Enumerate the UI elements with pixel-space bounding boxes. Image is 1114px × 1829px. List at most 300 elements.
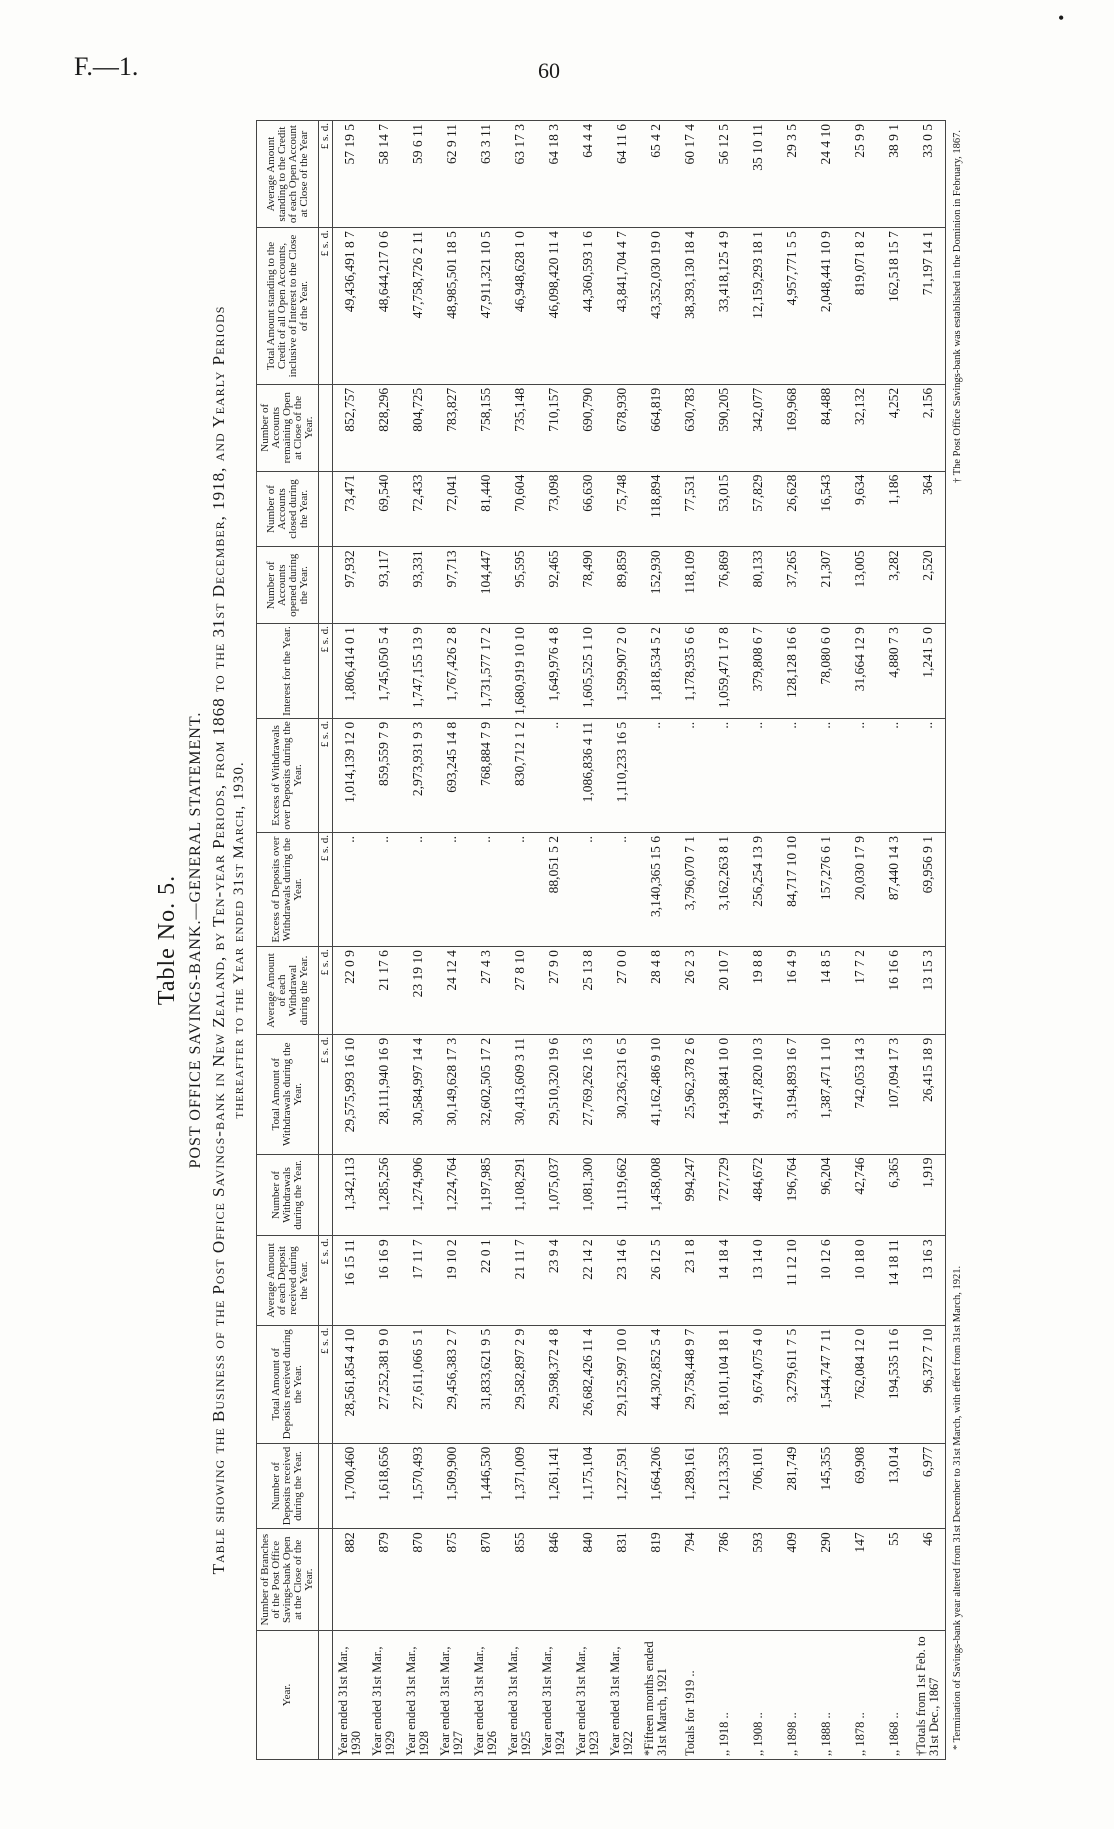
table-cell: 27 0 0: [605, 947, 639, 1035]
table-cell: 23 1 8: [673, 1236, 707, 1325]
table-cell: 43,352,030 19 0: [639, 228, 673, 385]
table-cell: 33 0 5: [911, 121, 946, 228]
row-label: Year ended 31st Mar., 1929: [367, 1631, 401, 1760]
table-cell: 157,276 6 1: [809, 833, 843, 947]
table-cell: 46,948,628 1 0: [503, 228, 537, 385]
table-cell: 758,155: [469, 384, 503, 471]
table-cell: 2,048,441 10 9: [809, 228, 843, 385]
table-cell: 1,224,764: [435, 1154, 469, 1236]
table-row: [571, 121, 605, 1760]
table-cell: 46,098,420 11 4: [537, 228, 571, 385]
unit-label: [319, 547, 333, 624]
table-cell: 693,245 14 8: [435, 718, 469, 832]
table-cell: 1,446,530: [469, 1443, 503, 1529]
table-cell: 13 15 3: [911, 947, 946, 1035]
table-cell: 1,458,008: [639, 1154, 673, 1236]
table-cell: 4,880 7 3: [877, 624, 911, 719]
table-cell: 364: [911, 471, 946, 547]
table-cell: 17 11 7: [401, 1236, 435, 1325]
table-cell: 281,749: [775, 1443, 809, 1529]
table-cell: 1,227,591: [605, 1443, 639, 1529]
table-cell: 87,440 14 3: [877, 833, 911, 947]
table-cell: 3,162,263 8 1: [707, 833, 741, 947]
table-cell: 1,747,155 13 9: [401, 624, 435, 719]
table-cell: 128,128 16 6: [775, 624, 809, 719]
table-cell: 16 16 6: [877, 947, 911, 1035]
column-header: Average Amount of each Withdrawal during the Year.: [257, 947, 319, 1035]
table-cell: 63 3 11: [469, 121, 503, 228]
table-body: [333, 121, 946, 1760]
table-cell: 13 14 0: [741, 1236, 775, 1325]
row-label: ,, 1898 ..: [775, 1631, 809, 1760]
table-cell: 1,186: [877, 471, 911, 547]
table-title-line1: Table showing the Business of the Post Office Savings-bank in New Zealand, by Ten-year Periods, from 1868 to the 31st December, 1918, and Yearly Periods: [209, 305, 228, 1575]
table-cell: 14 18 4: [707, 1236, 741, 1325]
table-cell: 342,077: [741, 384, 775, 471]
table-cell: 4,252: [877, 384, 911, 471]
table-cell: 73,471: [333, 471, 368, 547]
table-cell: 1,241 5 0: [911, 624, 946, 719]
table-cell: 38 9 1: [877, 121, 911, 228]
table-cell: ..: [537, 718, 571, 832]
table-cell: 30,413,609 3 11: [503, 1034, 537, 1154]
table-cell: 107,094 17 3: [877, 1034, 911, 1154]
table-cell: 994,247: [673, 1154, 707, 1236]
table-cell: ..: [775, 718, 809, 832]
page-number: 60: [538, 58, 560, 83]
table-cell: ..: [809, 718, 843, 832]
units-row: [319, 121, 333, 1760]
table-cell: 145,355: [809, 1443, 843, 1529]
table-cell: 1,197,985: [469, 1154, 503, 1236]
table-cell: 32,602,505 17 2: [469, 1034, 503, 1154]
column-header: Excess of Deposits over Withdrawals during the Year.: [257, 833, 319, 947]
table-cell: 84,717 10 10: [775, 833, 809, 947]
table-cell: 21 17 6: [367, 947, 401, 1035]
table-cell: 21,307: [809, 547, 843, 624]
table-cell: 56 12 5: [707, 121, 741, 228]
table-cell: 28 4 8: [639, 947, 673, 1035]
table-cell: 29 3 5: [775, 121, 809, 228]
table-cell: 1,289,161: [673, 1443, 707, 1529]
table-cell: 1,649,976 4 8: [537, 624, 571, 719]
table-cell: 194,535 11 6: [877, 1325, 911, 1443]
table-cell: 47,911,321 10 5: [469, 228, 503, 385]
table-cell: 92,465: [537, 547, 571, 624]
table-cell: 17 7 2: [843, 947, 877, 1035]
table-cell: ..: [401, 833, 435, 947]
table-cell: 118,109: [673, 547, 707, 624]
dot-mark: •: [1058, 8, 1065, 28]
table-cell: 25 13 8: [571, 947, 605, 1035]
table-cell: 831: [605, 1529, 639, 1631]
row-label: Year ended 31st Mar., 1927: [435, 1631, 469, 1760]
table-cell: 162,518 15 7: [877, 228, 911, 385]
table-cell: 22 0 9: [333, 947, 368, 1035]
table-cell: 81,440: [469, 471, 503, 547]
table-cell: 1,919: [911, 1154, 946, 1236]
table-cell: 80,133: [741, 547, 775, 624]
footnotes: [952, 120, 963, 1760]
table-row: [741, 121, 775, 1760]
table-cell: 852,757: [333, 384, 368, 471]
table-cell: 23 19 10: [401, 947, 435, 1035]
column-header: Number of Accounts remaining Open at Close of the Year.: [257, 384, 319, 471]
table-cell: 64 18 3: [537, 121, 571, 228]
table-cell: 23 14 6: [605, 1236, 639, 1325]
column-header: Excess of Withdrawals over Deposits during the Year.: [257, 718, 319, 832]
table-cell: 875: [435, 1529, 469, 1631]
table-cell: 290: [809, 1529, 843, 1631]
table-cell: 69,540: [367, 471, 401, 547]
table-cell: 879: [367, 1529, 401, 1631]
table-cell: 2,520: [911, 547, 946, 624]
column-header: Year.: [257, 1631, 319, 1760]
table-cell: 75,748: [605, 471, 639, 547]
table-cell: 31,833,621 9 5: [469, 1325, 503, 1443]
table-cell: 1,605,525 1 10: [571, 624, 605, 719]
table-cell: 27,611,066 5 1: [401, 1325, 435, 1443]
table-cell: 22 0 1: [469, 1236, 503, 1325]
table-cell: 828,296: [367, 384, 401, 471]
table-cell: 26,682,426 11 4: [571, 1325, 605, 1443]
table-cell: ..: [911, 718, 946, 832]
table-cell: 35 10 11: [741, 121, 775, 228]
table-cell: 735,148: [503, 384, 537, 471]
table-cell: 1,261,141: [537, 1443, 571, 1529]
row-label: ,, 1888 ..: [809, 1631, 843, 1760]
table-cell: 26 2 3: [673, 947, 707, 1035]
column-header: Interest for the Year.: [257, 624, 319, 719]
table-cell: 66,630: [571, 471, 605, 547]
table-cell: 29,125,997 10 0: [605, 1325, 639, 1443]
table-row: [401, 121, 435, 1760]
table-cell: 69,908: [843, 1443, 877, 1529]
table-cell: 29,575,993 16 10: [333, 1034, 368, 1154]
table-cell: 29,456,383 2 7: [435, 1325, 469, 1443]
table-cell: 29,582,897 2 9: [503, 1325, 537, 1443]
column-header: Number of Deposits received during the Year.: [257, 1443, 319, 1529]
table-cell: 13,005: [843, 547, 877, 624]
table-cell: ..: [333, 833, 368, 947]
table-cell: 870: [469, 1529, 503, 1631]
table-cell: 10 18 0: [843, 1236, 877, 1325]
table-cell: 14 8 5: [809, 947, 843, 1035]
table-cell: 29,598,372 4 8: [537, 1325, 571, 1443]
row-label: †Totals from 1st Feb. to 31st Dec., 1867: [911, 1631, 946, 1760]
table-cell: 6,977: [911, 1443, 946, 1529]
row-label: ,, 1878 ..: [843, 1631, 877, 1760]
table-cell: 1,371,009: [503, 1443, 537, 1529]
table-row: [333, 121, 368, 1760]
table-row: [843, 121, 877, 1760]
titles: [154, 120, 248, 1760]
table-cell: 147: [843, 1529, 877, 1631]
table-cell: 804,725: [401, 384, 435, 471]
column-header: Average Amount of each Deposit received during the Year.: [257, 1236, 319, 1325]
table-cell: 76,869: [707, 547, 741, 624]
table-cell: 70,604: [503, 471, 537, 547]
table-cell: 12,159,293 18 1: [741, 228, 775, 385]
table-cell: 3,279,611 7 5: [775, 1325, 809, 1443]
page-header: [0, 0, 1114, 90]
table-cell: 1,387,471 1 10: [809, 1034, 843, 1154]
table-cell: 47,758,726 2 11: [401, 228, 435, 385]
table-cell: 409: [775, 1529, 809, 1631]
table-cell: 69,956 9 1: [911, 833, 946, 947]
table-row: [367, 121, 401, 1760]
unit-label: £ s. d.: [319, 1325, 333, 1443]
table-cell: 590,205: [707, 384, 741, 471]
table-cell: 840: [571, 1529, 605, 1631]
table-cell: 44,302,852 5 4: [639, 1325, 673, 1443]
unit-label: [319, 384, 333, 471]
table-cell: ..: [367, 833, 401, 947]
row-label: Year ended 31st Mar., 1923: [571, 1631, 605, 1760]
table-cell: 819,071 8 2: [843, 228, 877, 385]
table-cell: 32,132: [843, 384, 877, 471]
table-cell: 1,544,747 7 11: [809, 1325, 843, 1443]
unit-label: £ s. d.: [319, 1034, 333, 1154]
table-cell: 855: [503, 1529, 537, 1631]
table-cell: ..: [877, 718, 911, 832]
table-row: [435, 121, 469, 1760]
unit-label: £ s. d.: [319, 947, 333, 1035]
unit-label: £ s. d.: [319, 228, 333, 385]
table-cell: 37,265: [775, 547, 809, 624]
unit-label: £ s. d.: [319, 624, 333, 719]
table-cell: 53,015: [707, 471, 741, 547]
savings-bank-table: [256, 120, 946, 1760]
table-cell: 1,700,460: [333, 1443, 368, 1529]
table-cell: 57 19 5: [333, 121, 368, 228]
table-cell: 1,213,353: [707, 1443, 741, 1529]
table-cell: 830,712 1 2: [503, 718, 537, 832]
table-cell: 95,595: [503, 547, 537, 624]
table-cell: 19 8 8: [741, 947, 775, 1035]
table-cell: 13 16 3: [911, 1236, 946, 1325]
table-cell: 3,282: [877, 547, 911, 624]
table-cell: 96,204: [809, 1154, 843, 1236]
table-cell: 48,985,501 18 5: [435, 228, 469, 385]
row-label: Year ended 31st Mar., 1930: [333, 1631, 368, 1760]
table-cell: 24 12 4: [435, 947, 469, 1035]
row-label: Year ended 31st Mar., 1925: [503, 1631, 537, 1760]
table-cell: 256,254 13 9: [741, 833, 775, 947]
table-cell: 26,628: [775, 471, 809, 547]
unit-label: [319, 1631, 333, 1760]
table-cell: 630,783: [673, 384, 707, 471]
table-cell: ..: [673, 718, 707, 832]
table-cell: 870: [401, 1529, 435, 1631]
column-header: Total Amount of Deposits received during the Year.: [257, 1325, 319, 1443]
table-cell: 27 4 3: [469, 947, 503, 1035]
table-cell: 88,051 5 2: [537, 833, 571, 947]
table-cell: 43,841,704 4 7: [605, 228, 639, 385]
table-cell: 78,080 6 0: [809, 624, 843, 719]
table-cell: 1,680,919 10 10: [503, 624, 537, 719]
table-cell: 13,014: [877, 1443, 911, 1529]
row-label: ,, 1908 ..: [741, 1631, 775, 1760]
table-cell: 23 9 4: [537, 1236, 571, 1325]
table-row: [673, 121, 707, 1760]
table-cell: 664,819: [639, 384, 673, 471]
table-cell: 1,509,900: [435, 1443, 469, 1529]
table-cell: 22 14 2: [571, 1236, 605, 1325]
table-cell: ..: [469, 833, 503, 947]
table-row: [469, 121, 503, 1760]
column-header: Number of Branches of the Post Office Savings-bank Open at the Close of the Year.: [257, 1529, 319, 1631]
table-cell: 118,894: [639, 471, 673, 547]
table-cell: 62 9 11: [435, 121, 469, 228]
table-cell: 196,764: [775, 1154, 809, 1236]
table-cell: 97,713: [435, 547, 469, 624]
table-cell: 41,162,486 9 10: [639, 1034, 673, 1154]
table-cell: 57,829: [741, 471, 775, 547]
table-cell: 27 9 0: [537, 947, 571, 1035]
table-cell: 1,731,577 17 2: [469, 624, 503, 719]
table-row: [639, 121, 673, 1760]
table-cell: 11 12 10: [775, 1236, 809, 1325]
table-cell: 1,745,050 5 4: [367, 624, 401, 719]
table-cell: 484,672: [741, 1154, 775, 1236]
table-cell: 1,767,426 2 8: [435, 624, 469, 719]
row-label: ,, 1918 ..: [707, 1631, 741, 1760]
table-cell: 21 11 7: [503, 1236, 537, 1325]
table-cell: 16 15 11: [333, 1236, 368, 1325]
table-number: Table No. 5.: [154, 874, 180, 1006]
table-cell: 2,973,931 9 3: [401, 718, 435, 832]
table-cell: ..: [741, 718, 775, 832]
table-cell: 4,957,771 5 5: [775, 228, 809, 385]
table-cell: 93,117: [367, 547, 401, 624]
table-cell: 60 17 4: [673, 121, 707, 228]
table-cell: 48,644,217 0 6: [367, 228, 401, 385]
table-cell: 169,968: [775, 384, 809, 471]
table-cell: 77,531: [673, 471, 707, 547]
table-cell: 58 14 7: [367, 121, 401, 228]
table-cell: 690,790: [571, 384, 605, 471]
table-cell: 72,433: [401, 471, 435, 547]
header-row: [257, 121, 319, 1760]
table-cell: 1,110,233 16 5: [605, 718, 639, 832]
table-cell: 1,599,907 2 0: [605, 624, 639, 719]
table-cell: 794: [673, 1529, 707, 1631]
table-cell: 1,285,256: [367, 1154, 401, 1236]
table-cell: 3,796,070 7 1: [673, 833, 707, 947]
unit-label: [319, 471, 333, 547]
table-cell: ..: [843, 718, 877, 832]
table-cell: 97,932: [333, 547, 368, 624]
table-cell: 1,081,300: [571, 1154, 605, 1236]
table-cell: 26,415 18 9: [911, 1034, 946, 1154]
table-cell: 20,030 17 9: [843, 833, 877, 947]
table-cell: 1,119,662: [605, 1154, 639, 1236]
table-cell: 16,543: [809, 471, 843, 547]
table-cell: 25 9 9: [843, 121, 877, 228]
table-cell: 26 12 5: [639, 1236, 673, 1325]
table-cell: 846: [537, 1529, 571, 1631]
table-row: [605, 121, 639, 1760]
table-cell: 89,859: [605, 547, 639, 624]
table-cell: 104,447: [469, 547, 503, 624]
row-label: *Fifteen months ended 31st March, 1921: [639, 1631, 673, 1760]
table-cell: 27,252,381 9 0: [367, 1325, 401, 1443]
table-row: [707, 121, 741, 1760]
column-header: Number of Accounts closed during the Year.: [257, 471, 319, 547]
unit-label: [319, 1154, 333, 1236]
row-label: Totals for 1919 ..: [673, 1631, 707, 1760]
unit-label: £ s. d.: [319, 833, 333, 947]
footnote-dagger: † The Post Office Savings-bank was established in the Dominion in February, 1867.: [952, 130, 963, 483]
table-cell: 1,178,935 6 6: [673, 624, 707, 719]
column-header: Number of Accounts opened during the Year.: [257, 547, 319, 624]
footnote-star: * Termination of Savings-bank year altered from 31st December to 31st March, with effect from 31st March, 1921.: [952, 1265, 963, 1750]
table-cell: 38,393,130 18 4: [673, 228, 707, 385]
rotated-table-area: [150, 120, 1010, 1760]
table-cell: 28,561,854 4 10: [333, 1325, 368, 1443]
table-cell: 819: [639, 1529, 673, 1631]
table-cell: 19 10 2: [435, 1236, 469, 1325]
table-cell: 55: [877, 1529, 911, 1631]
unit-label: £ s. d.: [319, 718, 333, 832]
row-label: Year ended 31st Mar., 1924: [537, 1631, 571, 1760]
table-cell: 30,584,997 14 4: [401, 1034, 435, 1154]
table-cell: 379,808 6 7: [741, 624, 775, 719]
table-cell: 786: [707, 1529, 741, 1631]
row-label: Year ended 31st Mar., 1928: [401, 1631, 435, 1760]
unit-label: £ s. d.: [319, 1236, 333, 1325]
table-cell: 18,101,104 18 1: [707, 1325, 741, 1443]
table-cell: 59 6 11: [401, 121, 435, 228]
unit-label: £ s. d.: [319, 121, 333, 228]
table-cell: 71,197 14 1: [911, 228, 946, 385]
table-cell: ..: [605, 833, 639, 947]
table-cell: 31,664 12 9: [843, 624, 877, 719]
table-row: [809, 121, 843, 1760]
table-cell: 710,157: [537, 384, 571, 471]
table-row: [775, 121, 809, 1760]
table-cell: 1,618,656: [367, 1443, 401, 1529]
column-header: Total Amount of Withdrawals during the Year.: [257, 1034, 319, 1154]
table-cell: 10 12 6: [809, 1236, 843, 1325]
table-cell: 96,372 7 10: [911, 1325, 946, 1443]
table-cell: 65 4 2: [639, 121, 673, 228]
table-cell: 1,342,113: [333, 1154, 368, 1236]
table-cell: 1,175,104: [571, 1443, 605, 1529]
table-cell: 1,664,206: [639, 1443, 673, 1529]
table-heading: POST OFFICE SAVINGS-BANK.—GENERAL STATEMENT.: [187, 711, 204, 1169]
table-cell: 152,930: [639, 547, 673, 624]
table-cell: 46: [911, 1529, 946, 1631]
table-cell: ..: [707, 718, 741, 832]
table-cell: 3,194,893 16 7: [775, 1034, 809, 1154]
table-cell: 16 4 9: [775, 947, 809, 1035]
table-cell: 33,418,125 4 9: [707, 228, 741, 385]
table-cell: 9,417,820 10 3: [741, 1034, 775, 1154]
table-cell: 64 11 6: [605, 121, 639, 228]
table-cell: 25,962,378 2 6: [673, 1034, 707, 1154]
table-cell: 3,140,365 15 6: [639, 833, 673, 947]
table-cell: 742,053 14 3: [843, 1034, 877, 1154]
table-cell: 882: [333, 1529, 368, 1631]
table-cell: 16 16 9: [367, 1236, 401, 1325]
table-cell: 27 8 10: [503, 947, 537, 1035]
table-row: [537, 121, 571, 1760]
column-header: Average Amount standing to the Credit of each Open Account at Close of the Year: [257, 121, 319, 228]
table-cell: 1,818,534 5 2: [639, 624, 673, 719]
table-row: [877, 121, 911, 1760]
